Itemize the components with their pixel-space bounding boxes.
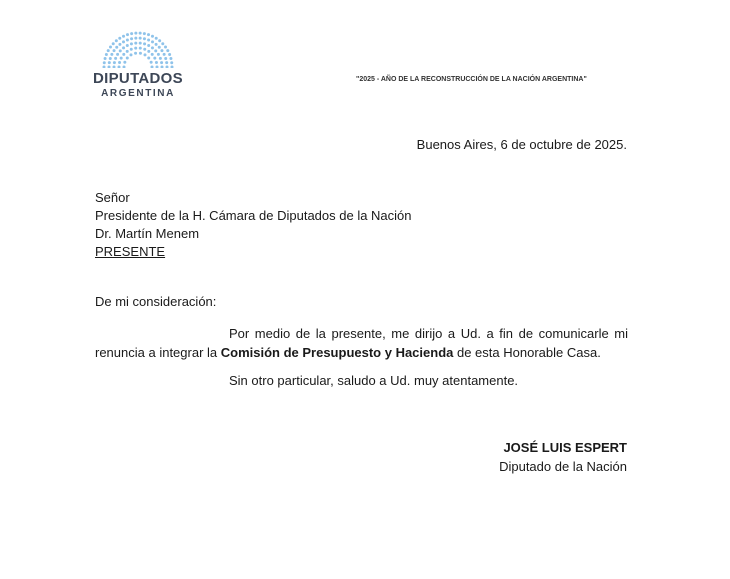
closing-line: Sin otro particular, saludo a Ud. muy atentamente. xyxy=(229,373,519,388)
recipient-name: Dr. Martín Menem xyxy=(95,226,200,241)
dotted-hemicycle-icon xyxy=(100,30,176,68)
signature-name: JOSÉ LUIS ESPERT xyxy=(503,440,627,455)
logo-sub-text: ARGENTINA xyxy=(101,88,175,99)
body-line-2-end: de esta Honorable Casa. xyxy=(453,345,601,360)
letter-date: Buenos Aires, 6 de octubre de 2025. xyxy=(416,137,627,152)
body-paragraph xyxy=(95,324,628,362)
recipient-position: Presidente de la H. Cámara de Diputados de la Nación xyxy=(95,208,412,223)
signature-title: Diputado de la Nación xyxy=(499,459,627,474)
year-motto: "2025 - AÑO DE LA RECONSTRUCCIÓN DE LA NACIÓN ARGENTINA" xyxy=(356,76,587,83)
body-line-2-start: renuncia a integrar la xyxy=(95,345,221,360)
greeting: De mi consideración: xyxy=(95,294,217,309)
recipient-block xyxy=(95,189,412,261)
committee-name: Comisión de Presupuesto y Hacienda xyxy=(220,345,454,360)
recipient-presente: PRESENTE xyxy=(95,244,166,259)
recipient-salutation: Señor xyxy=(95,190,130,205)
body-line-1: Por medio de la presente, me dirijo a Ud. a fin de comunicarle mi xyxy=(229,326,628,341)
logo-main-text: DIPUTADOS xyxy=(93,70,183,87)
diputados-logo xyxy=(90,30,186,102)
body-line-2 xyxy=(95,343,628,362)
